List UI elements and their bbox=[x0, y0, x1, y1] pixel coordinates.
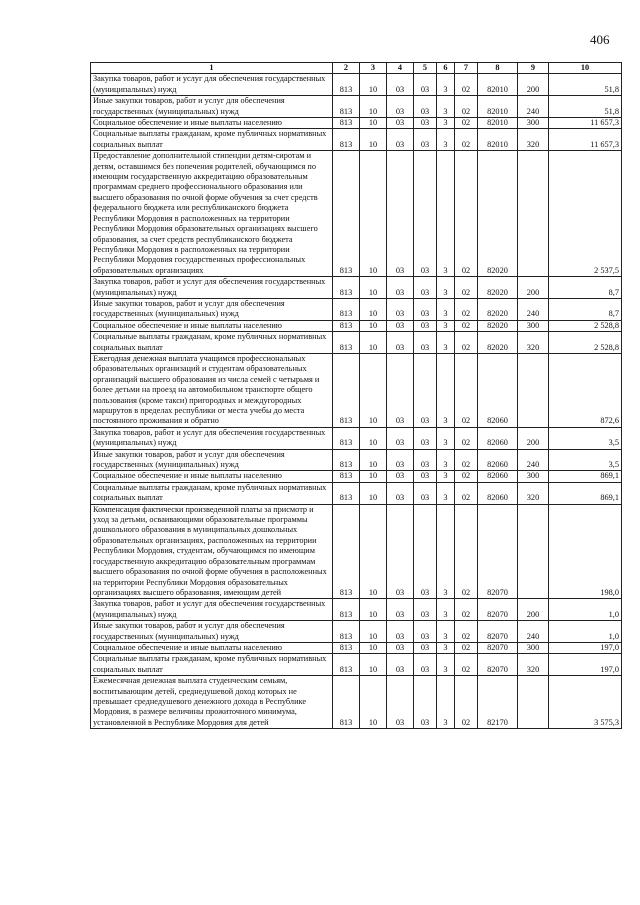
section-code-cell: 10 bbox=[360, 482, 387, 504]
column-header: 7 bbox=[455, 63, 478, 74]
section-code-cell: 10 bbox=[360, 74, 387, 96]
expense-type-code-cell: 200 bbox=[518, 427, 549, 449]
subsection-code-cell: 03 bbox=[387, 74, 414, 96]
subprogram-code-cell: 3 bbox=[437, 277, 455, 299]
ministry-code-cell: 813 bbox=[333, 654, 360, 676]
expense-type-code-cell: 240 bbox=[518, 449, 549, 471]
column-header: 9 bbox=[518, 63, 549, 74]
measure-code-cell: 02 bbox=[455, 471, 478, 482]
section-code-cell: 10 bbox=[360, 129, 387, 151]
section-code-cell: 10 bbox=[360, 676, 387, 729]
amount-cell: 3,5 bbox=[549, 449, 622, 471]
measure-code-cell: 02 bbox=[455, 129, 478, 151]
table-row bbox=[91, 676, 622, 729]
table-row bbox=[91, 599, 622, 621]
subsection-code-cell: 03 bbox=[387, 96, 414, 118]
program-code-cell: 03 bbox=[414, 320, 437, 331]
subprogram-code-cell: 3 bbox=[437, 449, 455, 471]
expense-type-code-cell: 320 bbox=[518, 654, 549, 676]
program-code-cell: 03 bbox=[414, 676, 437, 729]
amount-cell: 1,0 bbox=[549, 599, 622, 621]
amount-cell: 197,0 bbox=[549, 642, 622, 653]
table-row bbox=[91, 74, 622, 96]
amount-cell: 1,0 bbox=[549, 621, 622, 643]
direction-code-cell: 82010 bbox=[478, 74, 518, 96]
section-code-cell: 10 bbox=[360, 277, 387, 299]
table-row bbox=[91, 427, 622, 449]
row-name-cell: Компенсация фактически произведенной платы за присмотр и уход за детьми, осваивающими образовательные программы дошкольного образования в муниципальных дошкольных образовательных организациях, расположенных на территории Республики Мордовия, студентам, обучающимся по имеющим государственную аккредитацию образовательным программам высшего образования по очной форме обучения в расположенных на территории Республики Мордовия образовательных организациях высшего образования, имеющим детей bbox=[91, 504, 333, 599]
table-row bbox=[91, 504, 622, 599]
amount-cell: 8,7 bbox=[549, 277, 622, 299]
section-code-cell: 10 bbox=[360, 599, 387, 621]
row-name-cell: Социальные выплаты гражданам, кроме публичных нормативных социальных выплат bbox=[91, 654, 333, 676]
subsection-code-cell: 03 bbox=[387, 599, 414, 621]
ministry-code-cell: 813 bbox=[333, 332, 360, 354]
ministry-code-cell: 813 bbox=[333, 471, 360, 482]
subprogram-code-cell: 3 bbox=[437, 676, 455, 729]
subprogram-code-cell: 3 bbox=[437, 599, 455, 621]
amount-cell: 51,8 bbox=[549, 96, 622, 118]
ministry-code-cell: 813 bbox=[333, 642, 360, 653]
ministry-code-cell: 813 bbox=[333, 277, 360, 299]
program-code-cell: 03 bbox=[414, 118, 437, 129]
measure-code-cell: 02 bbox=[455, 654, 478, 676]
subsection-code-cell: 03 bbox=[387, 482, 414, 504]
direction-code-cell: 82060 bbox=[478, 471, 518, 482]
program-code-cell: 03 bbox=[414, 129, 437, 151]
measure-code-cell: 02 bbox=[455, 353, 478, 427]
subprogram-code-cell: 3 bbox=[437, 118, 455, 129]
subprogram-code-cell: 3 bbox=[437, 471, 455, 482]
expense-type-code-cell: 320 bbox=[518, 482, 549, 504]
row-name-cell: Закупка товаров, работ и услуг для обеспечения государственных (муниципальных) нужд bbox=[91, 599, 333, 621]
header-row bbox=[91, 63, 622, 74]
program-code-cell: 03 bbox=[414, 482, 437, 504]
row-name-cell: Социальное обеспечение и иные выплаты населению bbox=[91, 642, 333, 653]
row-name-cell: Закупка товаров, работ и услуг для обеспечения государственных (муниципальных) нужд bbox=[91, 74, 333, 96]
ministry-code-cell: 813 bbox=[333, 449, 360, 471]
direction-code-cell: 82010 bbox=[478, 129, 518, 151]
measure-code-cell: 02 bbox=[455, 621, 478, 643]
amount-cell: 51,8 bbox=[549, 74, 622, 96]
program-code-cell: 03 bbox=[414, 599, 437, 621]
program-code-cell: 03 bbox=[414, 332, 437, 354]
direction-code-cell: 82070 bbox=[478, 621, 518, 643]
amount-cell: 869,1 bbox=[549, 471, 622, 482]
subsection-code-cell: 03 bbox=[387, 676, 414, 729]
table-row bbox=[91, 129, 622, 151]
section-code-cell: 10 bbox=[360, 320, 387, 331]
program-code-cell: 03 bbox=[414, 96, 437, 118]
amount-cell: 11 657,3 bbox=[549, 129, 622, 151]
column-header: 8 bbox=[478, 63, 518, 74]
measure-code-cell: 02 bbox=[455, 96, 478, 118]
row-name-cell: Иные закупки товаров, работ и услуг для обеспечения государственных (муниципальных) нужд bbox=[91, 96, 333, 118]
ministry-code-cell: 813 bbox=[333, 298, 360, 320]
section-code-cell: 10 bbox=[360, 654, 387, 676]
measure-code-cell: 02 bbox=[455, 427, 478, 449]
table-row bbox=[91, 654, 622, 676]
amount-cell: 8,7 bbox=[549, 298, 622, 320]
measure-code-cell: 02 bbox=[455, 449, 478, 471]
expense-type-code-cell bbox=[518, 504, 549, 599]
subprogram-code-cell: 3 bbox=[437, 504, 455, 599]
direction-code-cell: 82060 bbox=[478, 482, 518, 504]
subsection-code-cell: 03 bbox=[387, 277, 414, 299]
section-code-cell: 10 bbox=[360, 427, 387, 449]
subprogram-code-cell: 3 bbox=[437, 151, 455, 277]
direction-code-cell: 82070 bbox=[478, 504, 518, 599]
row-name-cell: Социальное обеспечение и иные выплаты населению bbox=[91, 320, 333, 331]
row-name-cell: Иные закупки товаров, работ и услуг для обеспечения государственных (муниципальных) нужд bbox=[91, 298, 333, 320]
measure-code-cell: 02 bbox=[455, 74, 478, 96]
table-row bbox=[91, 96, 622, 118]
program-code-cell: 03 bbox=[414, 151, 437, 277]
amount-cell: 2 537,5 bbox=[549, 151, 622, 277]
table-row bbox=[91, 332, 622, 354]
amount-cell: 872,6 bbox=[549, 353, 622, 427]
budget-table bbox=[90, 62, 622, 729]
program-code-cell: 03 bbox=[414, 642, 437, 653]
subprogram-code-cell: 3 bbox=[437, 654, 455, 676]
subsection-code-cell: 03 bbox=[387, 449, 414, 471]
expense-type-code-cell: 240 bbox=[518, 96, 549, 118]
ministry-code-cell: 813 bbox=[333, 482, 360, 504]
direction-code-cell: 82010 bbox=[478, 96, 518, 118]
expense-type-code-cell: 300 bbox=[518, 471, 549, 482]
direction-code-cell: 82060 bbox=[478, 449, 518, 471]
subsection-code-cell: 03 bbox=[387, 129, 414, 151]
subprogram-code-cell: 3 bbox=[437, 621, 455, 643]
table-row bbox=[91, 482, 622, 504]
expense-type-code-cell: 300 bbox=[518, 320, 549, 331]
measure-code-cell: 02 bbox=[455, 118, 478, 129]
table-row bbox=[91, 277, 622, 299]
ministry-code-cell: 813 bbox=[333, 504, 360, 599]
ministry-code-cell: 813 bbox=[333, 74, 360, 96]
measure-code-cell: 02 bbox=[455, 277, 478, 299]
program-code-cell: 03 bbox=[414, 449, 437, 471]
section-code-cell: 10 bbox=[360, 298, 387, 320]
amount-cell: 197,0 bbox=[549, 654, 622, 676]
table-row bbox=[91, 320, 622, 331]
subprogram-code-cell: 3 bbox=[437, 332, 455, 354]
section-code-cell: 10 bbox=[360, 96, 387, 118]
measure-code-cell: 02 bbox=[455, 151, 478, 277]
table-row bbox=[91, 449, 622, 471]
expense-type-code-cell: 300 bbox=[518, 118, 549, 129]
section-code-cell: 10 bbox=[360, 471, 387, 482]
table-row bbox=[91, 118, 622, 129]
direction-code-cell: 82070 bbox=[478, 654, 518, 676]
column-header: 10 bbox=[549, 63, 622, 74]
page-number: 406 bbox=[590, 32, 610, 47]
direction-code-cell: 82010 bbox=[478, 118, 518, 129]
subsection-code-cell: 03 bbox=[387, 427, 414, 449]
direction-code-cell: 82020 bbox=[478, 298, 518, 320]
amount-cell: 2 528,8 bbox=[549, 320, 622, 331]
expense-type-code-cell: 200 bbox=[518, 74, 549, 96]
direction-code-cell: 82020 bbox=[478, 151, 518, 277]
subsection-code-cell: 03 bbox=[387, 298, 414, 320]
ministry-code-cell: 813 bbox=[333, 118, 360, 129]
measure-code-cell: 02 bbox=[455, 642, 478, 653]
amount-cell: 11 657,3 bbox=[549, 118, 622, 129]
ministry-code-cell: 813 bbox=[333, 151, 360, 277]
direction-code-cell: 82070 bbox=[478, 642, 518, 653]
row-name-cell: Предоставление дополнительной стипендии детям-сиротам и детям, оставшимся без попечения родителей, обучающимся по имеющим государственную аккредитацию образовательным программам среднего профессионального образования или высшего образования по очной форме обучения за счет средств федерального бюджета или республиканского бюджета Республики Мордовия в расположенных на территории Республики Мордовия образовательных организациях высшего образования, за счет средств республиканского бюджета Республики Мордовия в расположенных на территории Республики Мордовия государственных профессиональных образовательных организациях bbox=[91, 151, 333, 277]
subsection-code-cell: 03 bbox=[387, 504, 414, 599]
subsection-code-cell: 03 bbox=[387, 151, 414, 277]
ministry-code-cell: 813 bbox=[333, 621, 360, 643]
direction-code-cell: 82060 bbox=[478, 427, 518, 449]
section-code-cell: 10 bbox=[360, 332, 387, 354]
program-code-cell: 03 bbox=[414, 471, 437, 482]
expense-type-code-cell: 240 bbox=[518, 298, 549, 320]
measure-code-cell: 02 bbox=[455, 504, 478, 599]
expense-type-code-cell: 320 bbox=[518, 129, 549, 151]
ministry-code-cell: 813 bbox=[333, 129, 360, 151]
row-name-cell: Социальные выплаты гражданам, кроме публичных нормативных социальных выплат bbox=[91, 482, 333, 504]
measure-code-cell: 02 bbox=[455, 482, 478, 504]
expense-type-code-cell: 320 bbox=[518, 332, 549, 354]
measure-code-cell: 02 bbox=[455, 599, 478, 621]
expense-type-code-cell bbox=[518, 676, 549, 729]
subprogram-code-cell: 3 bbox=[437, 74, 455, 96]
table-row bbox=[91, 151, 622, 277]
direction-code-cell: 82020 bbox=[478, 332, 518, 354]
row-name-cell: Социальное обеспечение и иные выплаты населению bbox=[91, 471, 333, 482]
table-row bbox=[91, 642, 622, 653]
subprogram-code-cell: 3 bbox=[437, 129, 455, 151]
row-name-cell: Иные закупки товаров, работ и услуг для обеспечения государственных (муниципальных) нужд bbox=[91, 449, 333, 471]
column-header: 4 bbox=[387, 63, 414, 74]
row-name-cell: Иные закупки товаров, работ и услуг для обеспечения государственных (муниципальных) нужд bbox=[91, 621, 333, 643]
amount-cell: 198,0 bbox=[549, 504, 622, 599]
direction-code-cell: 82170 bbox=[478, 676, 518, 729]
measure-code-cell: 02 bbox=[455, 676, 478, 729]
direction-code-cell: 82020 bbox=[478, 277, 518, 299]
ministry-code-cell: 813 bbox=[333, 676, 360, 729]
section-code-cell: 10 bbox=[360, 151, 387, 277]
ministry-code-cell: 813 bbox=[333, 96, 360, 118]
direction-code-cell: 82070 bbox=[478, 599, 518, 621]
program-code-cell: 03 bbox=[414, 504, 437, 599]
ministry-code-cell: 813 bbox=[333, 427, 360, 449]
section-code-cell: 10 bbox=[360, 353, 387, 427]
expense-type-code-cell: 200 bbox=[518, 599, 549, 621]
subsection-code-cell: 03 bbox=[387, 621, 414, 643]
subsection-code-cell: 03 bbox=[387, 332, 414, 354]
amount-cell: 3,5 bbox=[549, 427, 622, 449]
column-header: 2 bbox=[333, 63, 360, 74]
subprogram-code-cell: 3 bbox=[437, 298, 455, 320]
direction-code-cell: 82020 bbox=[478, 320, 518, 331]
program-code-cell: 03 bbox=[414, 74, 437, 96]
expense-type-code-cell: 240 bbox=[518, 621, 549, 643]
table-row bbox=[91, 471, 622, 482]
expense-type-code-cell bbox=[518, 151, 549, 277]
program-code-cell: 03 bbox=[414, 277, 437, 299]
subsection-code-cell: 03 bbox=[387, 654, 414, 676]
row-name-cell: Социальное обеспечение и иные выплаты населению bbox=[91, 118, 333, 129]
row-name-cell: Социальные выплаты гражданам, кроме публичных нормативных социальных выплат bbox=[91, 129, 333, 151]
subsection-code-cell: 03 bbox=[387, 642, 414, 653]
subprogram-code-cell: 3 bbox=[437, 642, 455, 653]
subsection-code-cell: 03 bbox=[387, 353, 414, 427]
row-name-cell: Ежемесячная денежная выплата студенческим семьям, воспитывающим детей, среднедушевой доход которых не превышает среднедушевого денежного дохода в Республике Мордовия, в размере величины прожиточного минимума, установленной в Республике Мордовия для детей bbox=[91, 676, 333, 729]
section-code-cell: 10 bbox=[360, 504, 387, 599]
column-header: 3 bbox=[360, 63, 387, 74]
table-row bbox=[91, 621, 622, 643]
row-name-cell: Социальные выплаты гражданам, кроме публичных нормативных социальных выплат bbox=[91, 332, 333, 354]
expense-type-code-cell: 300 bbox=[518, 642, 549, 653]
subsection-code-cell: 03 bbox=[387, 471, 414, 482]
program-code-cell: 03 bbox=[414, 427, 437, 449]
amount-cell: 869,1 bbox=[549, 482, 622, 504]
direction-code-cell: 82060 bbox=[478, 353, 518, 427]
expense-type-code-cell: 200 bbox=[518, 277, 549, 299]
section-code-cell: 10 bbox=[360, 621, 387, 643]
measure-code-cell: 02 bbox=[455, 320, 478, 331]
ministry-code-cell: 813 bbox=[333, 353, 360, 427]
measure-code-cell: 02 bbox=[455, 298, 478, 320]
amount-cell: 2 528,8 bbox=[549, 332, 622, 354]
row-name-cell: Закупка товаров, работ и услуг для обеспечения государственных (муниципальных) нужд bbox=[91, 427, 333, 449]
amount-cell: 3 575,3 bbox=[549, 676, 622, 729]
subprogram-code-cell: 3 bbox=[437, 482, 455, 504]
program-code-cell: 03 bbox=[414, 621, 437, 643]
section-code-cell: 10 bbox=[360, 642, 387, 653]
subsection-code-cell: 03 bbox=[387, 118, 414, 129]
expense-type-code-cell bbox=[518, 353, 549, 427]
program-code-cell: 03 bbox=[414, 298, 437, 320]
subprogram-code-cell: 3 bbox=[437, 427, 455, 449]
row-name-cell: Закупка товаров, работ и услуг для обеспечения государственных (муниципальных) нужд bbox=[91, 277, 333, 299]
ministry-code-cell: 813 bbox=[333, 320, 360, 331]
table-row bbox=[91, 353, 622, 427]
column-header: 1 bbox=[91, 63, 333, 74]
subprogram-code-cell: 3 bbox=[437, 353, 455, 427]
table-row bbox=[91, 298, 622, 320]
row-name-cell: Ежегодная денежная выплата учащимся профессиональных образовательных организаций и студентам образовательных организаций высшего образования из числа семей с четырьмя и более детьми на проезд на автомобильном транспорте общего пользования (кроме такси) пригородных и междугородных маршрутов в пределах республики от места учебы до места постоянного проживания и обратно bbox=[91, 353, 333, 427]
section-code-cell: 10 bbox=[360, 118, 387, 129]
section-code-cell: 10 bbox=[360, 449, 387, 471]
subsection-code-cell: 03 bbox=[387, 320, 414, 331]
subprogram-code-cell: 3 bbox=[437, 320, 455, 331]
column-header: 5 bbox=[414, 63, 437, 74]
program-code-cell: 03 bbox=[414, 353, 437, 427]
program-code-cell: 03 bbox=[414, 654, 437, 676]
measure-code-cell: 02 bbox=[455, 332, 478, 354]
ministry-code-cell: 813 bbox=[333, 599, 360, 621]
subprogram-code-cell: 3 bbox=[437, 96, 455, 118]
column-header: 6 bbox=[437, 63, 455, 74]
